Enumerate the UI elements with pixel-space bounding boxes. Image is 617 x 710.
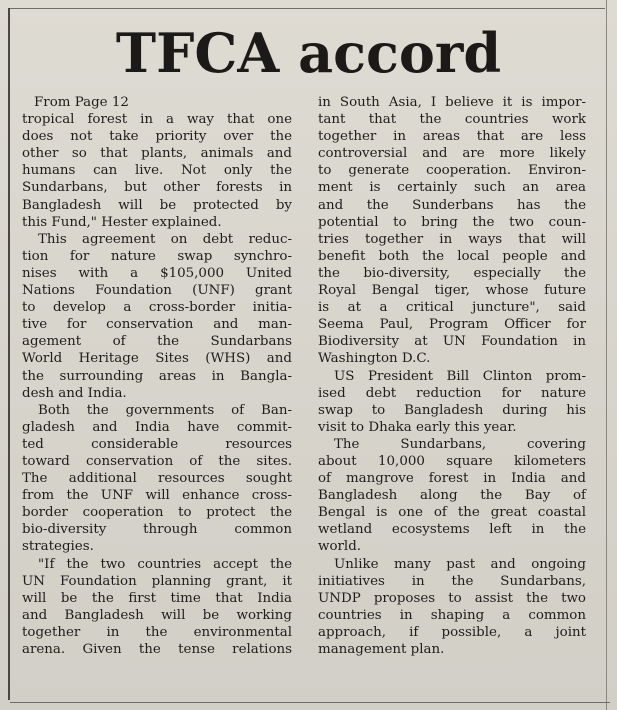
article-column-right [318, 94, 586, 658]
jump-line: From Page 12 [34, 95, 129, 110]
article-line: the surrounding areas in Bangla- [22, 368, 292, 384]
article-line: approach, if possible, a joint [318, 624, 586, 640]
article-line: gladesh and India have commit- [22, 419, 292, 435]
article-line: agement of the Sundarbans [22, 334, 292, 350]
article-line: Bengal is one of the great coastal [318, 505, 586, 521]
article-line: benefit both the local people and [318, 248, 586, 264]
article-line: Nations Foundation (UNF) grant [22, 283, 292, 299]
article-line: arena. Given the tense relations [22, 642, 292, 657]
article-line: Biodiversity at UN Foundation in [318, 334, 586, 350]
article-line: The Sundarbans, covering [334, 436, 586, 452]
article-line: together in areas that are less [318, 129, 586, 145]
article-line: US President Bill Clinton prom- [334, 368, 586, 384]
article-line: and the Sunderbans has the [318, 197, 586, 213]
article-line: together in the environmental [22, 624, 292, 640]
article-line: Bangladesh will be protected by [22, 197, 292, 213]
article-line: potential to bring the two coun- [318, 214, 586, 230]
column-rule-left [8, 8, 10, 700]
article-line: UNDP proposes to assist the two [318, 590, 586, 606]
article-line: and Bangladesh will be working [22, 607, 292, 623]
article-line: management plan. [318, 642, 445, 657]
article-line: tropical forest in a way that one [22, 112, 292, 128]
article-line: strategies. [22, 539, 94, 555]
article-line: tant that the countries work [318, 112, 586, 128]
column-rule-top [10, 8, 605, 9]
article-line: tive for conservation and man- [22, 317, 292, 333]
article-line: from the UNF will enhance cross- [22, 488, 292, 504]
article-line: initiatives in the Sundarbans, [318, 573, 586, 589]
article-line: nises with a $105,000 United [22, 265, 292, 281]
article-line: ised debt reduction for nature [318, 385, 586, 401]
article-line: swap to Bangladesh during his [318, 402, 586, 418]
article-line: Both the governments of Ban- [38, 402, 292, 418]
article-line: other so that plants, animals and [22, 146, 292, 162]
article-line: toward conservation of the sites. [22, 453, 292, 469]
article-line: countries in shaping a common [318, 607, 586, 623]
article-line: "If the two countries accept the [38, 556, 292, 572]
article-line: The additional resources sought [22, 471, 292, 487]
article-line: bio-diversity through common [22, 522, 292, 538]
article-line: controversial and are more likely [318, 146, 586, 162]
article-line: this Fund," Hester explained. [22, 214, 222, 230]
article-line: Bangladesh along the Bay of [318, 488, 586, 504]
article-line: tries together in ways that will [318, 231, 586, 247]
article-line: tion for nature swap synchro- [22, 248, 292, 264]
column-rule-right [606, 0, 607, 710]
article-line: Sundarbans, but other forests in [22, 180, 292, 196]
article-line: does not take priority over the [22, 129, 292, 145]
article-line: about 10,000 square kilometers [318, 453, 586, 469]
article-line: Unlike many past and ongoing [334, 556, 586, 572]
article-line: to develop a cross-border initia- [22, 300, 292, 316]
article-line: the bio-diversity, especially the [318, 265, 586, 281]
article-column-left [22, 94, 292, 658]
article-line: world. [318, 539, 362, 555]
article-line: desh and India. [22, 385, 127, 401]
article-line: will be the first time that India [22, 590, 292, 606]
article-line: is at a critical juncture", said [318, 300, 586, 316]
article-line: of mangrove forest in India and [318, 471, 586, 487]
article-line: humans can live. Not only the [22, 163, 292, 179]
headline: TFCA accord [115, 21, 502, 85]
article-line: ted considerable resources [22, 436, 292, 452]
article-line: Washington D.C. [318, 351, 431, 367]
article-line: This agreement on debt reduc- [38, 231, 292, 247]
article-line: visit to Dhaka early this year. [318, 419, 517, 435]
article-line: World Heritage Sites (WHS) and [22, 351, 292, 367]
article-line: Seema Paul, Program Officer for [318, 317, 586, 333]
column-rule-bottom [10, 702, 610, 703]
article-line: wetland ecosystems left in the [318, 522, 586, 538]
article-line: in South Asia, I believe it is impor- [318, 95, 586, 110]
article-line: to generate cooperation. Environ- [318, 163, 586, 179]
article-line: ment is certainly such an area [318, 180, 586, 196]
article-line: Royal Bengal tiger, whose future [318, 283, 586, 299]
article-line: border cooperation to protect the [22, 505, 292, 521]
article-line: UN Foundation planning grant, it [22, 573, 292, 589]
